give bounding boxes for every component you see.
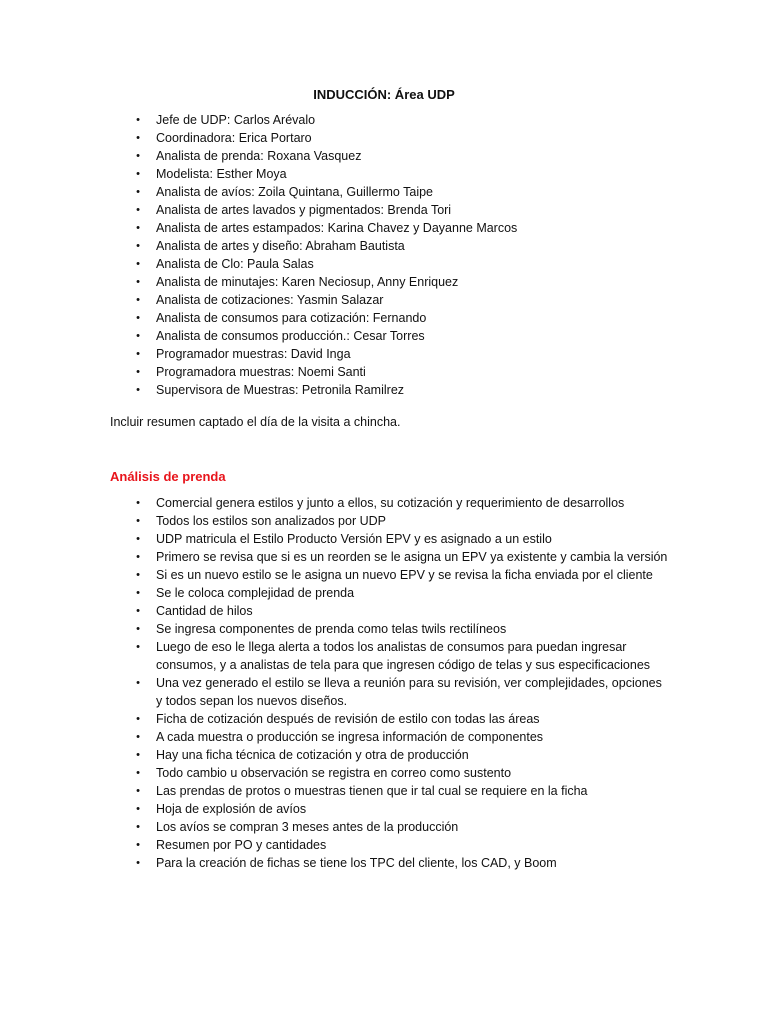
staff-list	[0, 111, 768, 399]
bullet-icon: •	[136, 605, 140, 617]
analysis-item	[0, 746, 768, 764]
staff-item-text: Programadora muestras: Noemi Santi	[156, 365, 366, 379]
analysis-item	[0, 674, 768, 710]
staff-item-text: Analista de avíos: Zoila Quintana, Guillermo Taipe	[156, 185, 434, 199]
analysis-item	[0, 602, 768, 620]
staff-item-text: Analista de cotizaciones: Yasmin Salazar	[156, 293, 384, 307]
staff-item	[0, 309, 768, 327]
bullet-icon: •	[136, 713, 140, 725]
analysis-item-text: Una vez generado el estilo se lleva a reunión para su revisión, ver complejidades, opciones y todos sepan los nuevos diseños.	[156, 676, 662, 708]
bullet-icon: •	[136, 515, 140, 527]
analysis-item	[0, 584, 768, 602]
analysis-item-text: Los avíos se compran 3 meses antes de la producción	[156, 820, 459, 834]
bullet-icon: •	[136, 366, 140, 378]
staff-item	[0, 237, 768, 255]
analysis-item-text: Luego de eso le llega alerta a todos los analistas de consumos para puedan ingresar consumos, y a analistas de tela para que ingresen código de telas y sus especificaciones	[156, 640, 651, 672]
analysis-item-text: Todos los estilos son analizados por UDP	[156, 514, 386, 528]
bullet-icon: •	[136, 731, 140, 743]
bullet-icon: •	[136, 821, 140, 833]
staff-item	[0, 327, 768, 345]
bullet-icon: •	[136, 623, 140, 635]
staff-item-text: Analista de consumos para cotización: Fernando	[156, 311, 427, 325]
analysis-item	[0, 836, 768, 854]
staff-item	[0, 147, 768, 165]
staff-item	[0, 219, 768, 237]
staff-item-text: Analista de consumos producción.: Cesar Torres	[156, 329, 425, 343]
analysis-item-text: Se ingresa componentes de prenda como telas twils rectilíneos	[156, 622, 507, 636]
analysis-item	[0, 728, 768, 746]
analysis-item	[0, 638, 768, 674]
bullet-icon: •	[136, 222, 140, 234]
staff-item-text: Analista de prenda: Roxana Vasquez	[156, 149, 362, 163]
bullet-icon: •	[136, 204, 140, 216]
page-title: INDUCCIÓN: Área UDP	[313, 87, 455, 102]
bullet-icon: •	[136, 276, 140, 288]
bullet-icon: •	[136, 857, 140, 869]
analysis-item	[0, 782, 768, 800]
bullet-icon: •	[136, 258, 140, 270]
bullet-icon: •	[136, 677, 140, 689]
section-heading: Análisis de prenda	[110, 469, 226, 484]
analysis-item-text: Para la creación de fichas se tiene los TPC del cliente, los CAD, y Boom	[156, 856, 557, 870]
staff-item-text: Programador muestras: David Inga	[156, 347, 351, 361]
bullet-icon: •	[136, 803, 140, 815]
staff-item-text: Supervisora de Muestras: Petronila Ramilrez	[156, 383, 405, 397]
analysis-item-text: Si es un nuevo estilo se le asigna un nuevo EPV y se revisa la ficha enviada por el cliente	[156, 568, 653, 582]
bullet-icon: •	[136, 312, 140, 324]
analysis-item-text: Todo cambio u observación se registra en correo como sustento	[156, 766, 512, 780]
analysis-item	[0, 512, 768, 530]
staff-item-text: Analista de artes y diseño: Abraham Bautista	[156, 239, 405, 253]
analysis-item	[0, 800, 768, 818]
staff-item-text: Analista de Clo: Paula Salas	[156, 257, 314, 271]
analysis-item-text: Se le coloca complejidad de prenda	[156, 586, 355, 600]
analysis-item-text: A cada muestra o producción se ingresa información de componentes	[156, 730, 544, 744]
staff-item	[0, 201, 768, 219]
staff-item-text: Analista de artes lavados y pigmentados: Brenda Tori	[156, 203, 452, 217]
analysis-item	[0, 854, 768, 872]
staff-item-text: Modelista: Esther Moya	[156, 167, 287, 181]
bullet-icon: •	[136, 186, 140, 198]
staff-item	[0, 183, 768, 201]
analysis-item	[0, 566, 768, 584]
analysis-item-text: Comercial genera estilos y junto a ellos, su cotización y requerimiento de desarrollos	[156, 496, 625, 510]
analysis-item	[0, 620, 768, 638]
visit-note: Incluir resumen captado el día de la visita a chincha.	[110, 415, 401, 429]
staff-item	[0, 111, 768, 129]
staff-item	[0, 291, 768, 309]
analysis-item-text: Las prendas de protos o muestras tienen que ir tal cual se requiere en la ficha	[156, 784, 588, 798]
bullet-icon: •	[136, 551, 140, 563]
bullet-icon: •	[136, 168, 140, 180]
staff-item	[0, 165, 768, 183]
bullet-icon: •	[136, 839, 140, 851]
staff-item-text: Coordinadora: Erica Portaro	[156, 131, 312, 145]
staff-item	[0, 363, 768, 381]
staff-item-text: Jefe de UDP: Carlos Arévalo	[156, 113, 316, 127]
analysis-item-text: Primero se revisa que si es un reorden se le asigna un EPV ya existente y cambia la versión	[156, 550, 668, 564]
analysis-item-text: UDP matricula el Estilo Producto Versión EPV y es asignado a un estilo	[156, 532, 552, 546]
analysis-item-text: Hay una ficha técnica de cotización y otra de producción	[156, 748, 469, 762]
bullet-icon: •	[136, 749, 140, 761]
analysis-item-text: Ficha de cotización después de revisión de estilo con todas las áreas	[156, 712, 540, 726]
staff-item	[0, 129, 768, 147]
bullet-icon: •	[136, 348, 140, 360]
staff-item	[0, 273, 768, 291]
bullet-icon: •	[136, 641, 140, 653]
staff-item-text: Analista de artes estampados: Karina Chavez y Dayanne Marcos	[156, 221, 518, 235]
staff-item	[0, 381, 768, 399]
analysis-list	[0, 494, 768, 872]
bullet-icon: •	[136, 114, 140, 126]
staff-item	[0, 345, 768, 363]
bullet-icon: •	[136, 785, 140, 797]
staff-item-text: Analista de minutajes: Karen Neciosup, Anny Enriquez	[156, 275, 459, 289]
analysis-item	[0, 764, 768, 782]
analysis-item-text: Resumen por PO y cantidades	[156, 838, 327, 852]
analysis-item	[0, 548, 768, 566]
analysis-item	[0, 530, 768, 548]
analysis-item	[0, 494, 768, 512]
staff-item	[0, 255, 768, 273]
analysis-item	[0, 710, 768, 728]
bullet-icon: •	[136, 384, 140, 396]
analysis-item-text: Cantidad de hilos	[156, 604, 253, 618]
analysis-item	[0, 818, 768, 836]
bullet-icon: •	[136, 294, 140, 306]
bullet-icon: •	[136, 497, 140, 509]
analysis-item-text: Hoja de explosión de avíos	[156, 802, 307, 816]
bullet-icon: •	[136, 132, 140, 144]
bullet-icon: •	[136, 533, 140, 545]
bullet-icon: •	[136, 150, 140, 162]
bullet-icon: •	[136, 569, 140, 581]
bullet-icon: •	[136, 330, 140, 342]
bullet-icon: •	[136, 587, 140, 599]
bullet-icon: •	[136, 767, 140, 779]
bullet-icon: •	[136, 240, 140, 252]
